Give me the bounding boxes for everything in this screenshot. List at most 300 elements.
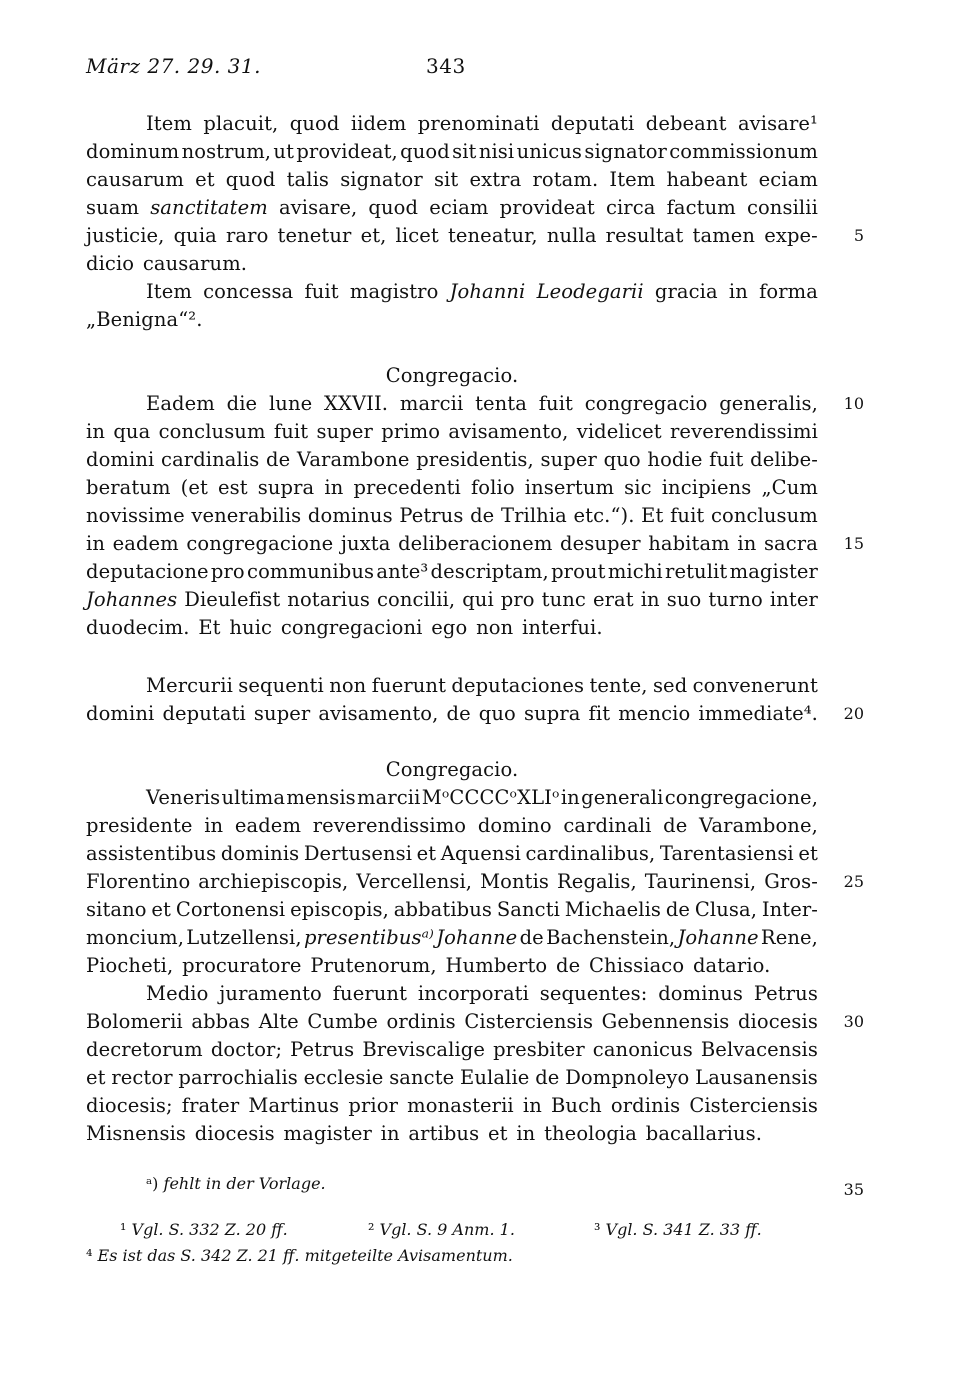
word: notarius [287,588,370,611]
word: venerabilis [191,504,302,527]
text-line [146,110,818,138]
text-line [86,700,818,728]
word: Johannes [86,588,178,611]
text-line [86,222,818,250]
word: avisare, [278,196,358,219]
footnote-mark: ⁴ [86,1246,93,1265]
word: qui [462,588,494,611]
footnote-mark: ² [368,1220,375,1239]
word: sed [652,674,688,697]
word: presbiter [493,1038,585,1061]
word: super [540,448,597,471]
word: de [556,954,581,977]
word: dominum [86,140,180,163]
word: deputacione [86,560,209,583]
word: ecclesie [303,1066,384,1089]
word: avisare¹ [737,112,818,135]
word: signator [340,168,423,191]
line-number: 15 [843,534,864,553]
word: domini [86,448,155,471]
word: extra [469,168,522,191]
word: pro [500,588,535,611]
word: ordinis [610,1094,681,1117]
text-line [86,502,818,530]
word: Buch [551,1094,602,1117]
word: retulit [665,560,728,583]
word: factum [666,196,736,219]
word: quo [478,702,516,725]
word: incorporati [417,982,529,1005]
header-date: März 27. 29. 31. [86,54,261,78]
word: licet [395,224,439,247]
word: hodie [647,448,703,471]
word: sequentes: [539,982,648,1005]
word: interfui. [522,616,603,639]
word: fuit [670,504,705,527]
text-line [86,530,818,558]
word: beratum [86,476,171,499]
word: in [522,1094,542,1117]
word: placuit, [203,112,279,135]
word: nostrum, [181,140,272,163]
word: Item [146,280,192,303]
word: novissime [86,504,185,527]
word: habitam [648,532,730,555]
text-line [86,250,818,278]
word: et [86,1066,106,1089]
text-line [86,138,818,166]
word: Varambone, [699,814,818,837]
word: mensis [286,786,356,809]
word: in [86,420,105,443]
word: Item [146,112,192,135]
word: deputati [550,112,635,135]
word: tamen [692,224,756,247]
word: doctor; [210,1038,283,1061]
word: fuit [538,392,573,415]
line-number: 35 [843,1180,864,1199]
word: Piocheti, [86,954,174,977]
word: generali [581,786,664,809]
word: causarum [86,168,184,191]
word: gracia [654,280,718,303]
word: talis [286,168,330,191]
word: eadem [112,532,179,555]
word: sit [433,168,459,191]
word: deputati [162,702,246,725]
word: descriptam, [430,560,549,583]
word: dicio [86,252,135,275]
word: fuit [304,280,339,303]
word: MᵒCCCCᵒXLIᵒ [421,786,560,809]
footnote-text: Vgl. S. 332 Z. 20 ff. [131,1220,288,1239]
word: Breviscalige [362,1038,486,1061]
page-number: 343 [426,54,466,78]
word: datario. [692,954,771,977]
word: Cumbe [307,1010,378,1033]
word: sitano [86,898,147,921]
word: Petrus [290,1038,355,1061]
footnote-text: Es ist das S. 342 Z. 21 ff. mitgeteilte Avisamentum. [97,1246,513,1265]
word: supra [257,476,315,499]
word: decretorum [86,1038,203,1061]
word: iidem [350,112,407,135]
word: monasterii [407,1094,514,1117]
text-line [86,306,818,334]
word: ut [273,140,295,163]
word: Aquensi [440,842,521,865]
footnote-mark: ᵃ) [146,1174,159,1193]
text-line [146,980,818,1008]
word: Medio [146,982,209,1005]
word: cardinalis [161,448,260,471]
word: Gros- [764,870,818,893]
word: marcii [399,392,464,415]
word: Lutzellensi, [186,926,302,949]
word: Sancti [496,898,560,921]
word: in [324,476,344,499]
word: sequenti [238,674,324,697]
text-line [86,446,818,474]
word: eciam [429,196,489,219]
word: avisamento, [448,420,569,443]
word: sit [452,140,477,163]
word: primo [381,420,441,443]
text-line [86,418,818,446]
footnote-text: fehlt in der Vorlage. [163,1174,326,1193]
word: provideat, [296,140,398,163]
word: super [253,702,311,725]
word: Taurinensi, [644,870,757,893]
word: consilii [746,196,818,219]
word: Petrus [399,504,464,527]
word: diocesis [737,1010,818,1033]
word: et, [360,224,387,247]
word: congregacioni [280,616,423,639]
word: reverendissimi [670,420,818,443]
word: congregacione [186,532,334,555]
word: Item [609,168,656,191]
word: in [560,786,580,809]
word: Johanne [677,926,759,949]
footnote-text: Vgl. S. 341 Z. 33 ff. [605,1220,762,1239]
word: ordinis [386,1010,456,1033]
word: diocesis [194,1122,275,1145]
text-line [86,1064,818,1092]
word: congregacione, [664,786,818,809]
word: forma [759,280,818,303]
word: moncium, [86,926,184,949]
word: episcopis, [290,898,389,921]
word: immediate⁴. [698,702,818,725]
word: ego [431,616,468,639]
footnote-mark: ³ [594,1220,601,1239]
word: turno [708,588,763,611]
word: prior [348,1094,399,1117]
word: habeant [666,168,748,191]
word: in [737,532,757,555]
word: Et [641,504,664,527]
word: fuit [709,448,744,471]
text-line [86,924,818,952]
word: Leodegarii [536,280,644,303]
text-line [146,278,818,306]
word: Bachenstein, [546,926,676,949]
word: de [446,702,471,725]
word: Varambone [296,448,410,471]
word: signator [584,140,667,163]
line-number: 20 [843,704,864,723]
footnote-3 [594,1220,762,1240]
word: Johanni [449,280,526,303]
text-line [86,194,818,222]
word: abbatibus [393,898,493,921]
word: tenta [475,392,527,415]
word: nisi [478,140,515,163]
footnote-a [146,1174,326,1194]
word: mencio [618,702,691,725]
word: delibe- [750,448,818,471]
text-line [86,868,818,896]
word: Mercurii [146,674,233,697]
word: expe- [764,224,818,247]
word: assistentibus [86,842,217,865]
word: Dertusensi [303,842,413,865]
word: Eadem [146,392,215,415]
word: die [226,392,258,415]
word: erat [592,588,634,611]
word: in [86,532,105,555]
word: magister [729,560,818,583]
word: Eulalie [460,1066,530,1089]
word: ultima [221,786,286,809]
text-line [86,1008,818,1036]
word: eciam [758,168,818,191]
word: Michaelis [564,898,662,921]
word: prout [551,560,606,583]
word: presidente [86,814,193,837]
word: debeant [645,112,727,135]
line-number: 25 [843,872,864,891]
word: generalis, [719,392,818,415]
footnote-text: Vgl. S. 9 Anm. 1. [379,1220,515,1239]
word: Dompnoleyo [565,1066,690,1089]
word: de [535,1066,560,1089]
word: „Benigna“². [86,308,203,331]
word: presidentis, [416,448,534,471]
word: michi [607,560,663,583]
word: tenetur [277,224,352,247]
word: tunc [541,588,586,611]
word: suo [666,588,702,611]
section-heading [86,756,818,784]
word: fuit [273,420,309,443]
word: sic [624,476,652,499]
word: conclusum [158,420,266,443]
word: magistro [349,280,439,303]
word: theologia [544,1122,637,1145]
word: etc.“). [573,504,635,527]
word: fuerunt [332,982,408,1005]
text-line [86,952,818,980]
word: Alte [258,1010,299,1033]
word: concilii, [377,588,456,611]
word: conclusum [710,504,818,527]
word: de [665,898,691,921]
word: Humberto [445,954,548,977]
text-line [146,784,818,812]
word: XXVII. [324,392,389,415]
word: presentibusᵃ⁾ [303,926,434,949]
word: huic [229,616,273,639]
running-header [86,54,816,84]
word: Dieulefist [184,588,281,611]
word: Belvacensis [700,1038,818,1061]
word: de [266,448,291,471]
word: quod [225,168,276,191]
word: folio [470,476,515,499]
word: super [316,420,373,443]
word: in [640,588,660,611]
line-number: 30 [843,1012,864,1031]
word: fit [588,702,611,725]
word: in [380,1122,400,1145]
text-line [86,1092,818,1120]
text-line [86,614,818,642]
text-line [146,672,818,700]
word: raro [226,224,269,247]
word: sancte [389,1066,455,1089]
section-heading [86,362,818,390]
word: supra [523,702,581,725]
word: Trilhia [500,504,567,527]
word: inter [769,588,818,611]
word: justicie, [86,224,165,247]
word: duodecim. [86,616,190,639]
line-number: 10 [843,394,864,413]
line-number: 5 [853,226,864,245]
word: dominis [220,842,300,865]
word: est [218,476,248,499]
word: sacra [763,532,818,555]
footnote-1 [120,1220,288,1240]
word: Bolomerii [86,1010,183,1033]
word: precedenti [353,476,461,499]
footnote-4 [86,1246,513,1266]
word: quod [289,112,340,135]
text-line [86,840,818,868]
word: quia [173,224,217,247]
word: Congregacio. [385,364,519,387]
word: concessa [203,280,294,303]
word: Chissiaco [589,954,685,977]
word: prenominati [417,112,540,135]
word: provideat [499,196,595,219]
word: deliberacionem [398,532,553,555]
word: magister [283,1122,372,1145]
word: Montis [480,870,550,893]
word: incipiens [661,476,752,499]
word: et [798,842,818,865]
word: tente, [589,674,648,697]
word: causarum. [142,252,248,275]
word: frater [181,1094,240,1117]
word: dominus [658,982,743,1005]
word: Cisterciensis [464,1010,594,1033]
word: teneatur, [447,224,538,247]
word: avisamento, [318,702,439,725]
word: quod [368,196,419,219]
footnote-mark: ¹ [120,1220,127,1239]
word: cardinalibus, [525,842,656,865]
text-line [86,812,818,840]
word: Vercellensi, [356,870,473,893]
word: videlicet [576,420,662,443]
word: (et [180,476,208,499]
word: non [476,616,514,639]
word: Lausanensis [695,1066,818,1089]
text-line [86,1120,818,1148]
word: Congregacio. [385,758,519,781]
word: rector [111,1066,173,1089]
text-line [86,896,818,924]
word: fuerunt [371,674,447,697]
word: resultat [605,224,684,247]
word: non [329,674,367,697]
word: insertum [524,476,615,499]
word: eadem [234,814,302,837]
word: quod [400,140,450,163]
word: Johanne [436,926,518,949]
word: et [195,168,215,191]
word: deputaciones [451,674,585,697]
word: de [519,926,544,949]
word: de [470,504,495,527]
footnote-2 [368,1220,515,1240]
word: Cisterciensis [689,1094,818,1117]
word: diocesis; [86,1094,173,1117]
word: Gebennensis [601,1010,730,1033]
word: in [204,814,224,837]
word: archiepiscopis, [198,870,349,893]
text-line [86,586,818,614]
word: Et [198,616,221,639]
text-line [86,474,818,502]
word: quo [603,448,641,471]
word: ante³ [376,560,429,583]
word: Martinus [248,1094,340,1117]
word: juramento [219,982,322,1005]
word: Rene, [760,926,818,949]
word: artibus [408,1122,480,1145]
word: reverendissimo [312,814,467,837]
word: et [487,1122,508,1145]
word: domini [86,702,155,725]
word: Petrus [753,982,818,1005]
word: suam [86,196,140,219]
word: abbas [191,1010,251,1033]
word: domino [477,814,552,837]
word: Prutenorum, [310,954,437,977]
text-line [86,1036,818,1064]
text-line [86,558,818,586]
word: Misnensis [86,1122,187,1145]
word: Tarentasiensi [659,842,794,865]
word: qua [113,420,151,443]
word: commissionum [669,140,818,163]
word: circa [605,196,656,219]
word: bacallarius. [645,1122,763,1145]
